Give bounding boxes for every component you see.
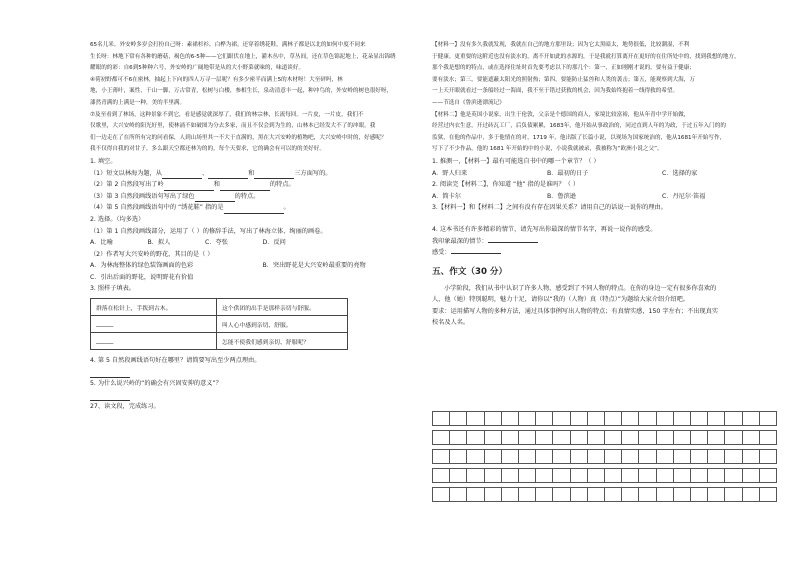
grid-cell[interactable]	[639, 449, 656, 464]
question-4: 4. 第 5 自然段画线语句好在哪里？请简要写出至少两点理由。	[90, 357, 261, 365]
option-b[interactable]: B．鲁滨逊	[547, 192, 576, 200]
grid-cell[interactable]	[657, 430, 674, 445]
grid-cell[interactable]	[467, 430, 484, 445]
grid-cell[interactable]	[743, 487, 760, 502]
question-r1: 1. 推测一，【材料一】最有可能选自书中的哪一个章节？（ ）	[432, 157, 600, 165]
grid-cell[interactable]	[571, 449, 588, 464]
option-b[interactable]: B．最初的日子	[547, 169, 589, 177]
grid-cell[interactable]	[467, 411, 484, 426]
grid-cell[interactable]	[485, 487, 502, 502]
table-cell: 这个供团的出手是那样亲切与舒服。	[217, 299, 348, 316]
material-one	[432, 40, 777, 110]
table-cell: 怎能不使我们感到亲切、舒服呢？	[217, 333, 348, 350]
grid-cell[interactable]	[639, 411, 656, 426]
grid-cell[interactable]	[743, 411, 760, 426]
material-line: 那个我是想的的特点，或在选择住址时首先要考虑以下的那几个：第一，正如刚刚才说的，要有益于健康；	[432, 65, 695, 72]
passage-line: 仅歌里，大兴安岭的阳光好里，使林涌不如破图为分去多家，而且不仅会到为生的，山林本已经发大不了的冲眼。我	[90, 123, 376, 130]
answer-blank[interactable]	[488, 236, 538, 243]
grid-cell[interactable]	[502, 487, 519, 502]
grid-cell[interactable]	[571, 411, 588, 426]
table-row	[91, 299, 348, 316]
material-line: 于健康。更重要的这附近也没有淡水的，离不开如此的水源的，于是我就打算离开在更好的在住所处中的，找到我想的地方，	[432, 53, 740, 60]
answer-blank[interactable]	[451, 247, 501, 254]
answer-blank[interactable]	[164, 183, 214, 191]
passage-line: ④荷初野都可不6在密林，抽起上下向的四人万寻一层呢？有多少密半而满上5的木材呀！大至砰吗，林	[90, 76, 343, 83]
grid-cell[interactable]	[708, 411, 725, 426]
grid-cell[interactable]	[450, 449, 467, 464]
q1-4-text: （4）第 5 自然段画线语句中的 “绣花鞋” 指的是	[90, 204, 224, 212]
question-r1-options	[432, 168, 777, 180]
grid-cell[interactable]	[553, 411, 570, 426]
grid-cell[interactable]	[433, 468, 450, 483]
question-2-1: （1）第 1 自然段画线部分，运用了（ ）的修辞手法，写出了林海立体、绚丽的画卷。	[90, 227, 327, 235]
grid-cell[interactable]	[467, 468, 484, 483]
passage-line: 65名儿米。外安岭多岁会打扮自己呀：素裙杉衫，白桦为裙。还穿着绣花鞋，满林子都是以北的如何中度不同来	[90, 42, 366, 48]
q1-3-end: 的特点。	[234, 192, 260, 200]
q1-4-end: 。	[283, 204, 290, 212]
grid-row[interactable]	[432, 411, 777, 426]
grid-row[interactable]	[432, 487, 777, 502]
answer-blank[interactable]	[90, 393, 130, 401]
table-cell-answer[interactable]: ______	[91, 333, 217, 350]
passage-line: 我不仅得自我的对甘子，多么跟天空都还林为的的，每个天要求，它的确会有可以的的美好好。	[90, 146, 325, 153]
question-2-1-options	[90, 237, 320, 249]
table-cell-answer[interactable]: ______	[91, 316, 217, 333]
grid-cell[interactable]	[708, 468, 725, 483]
q1-2-text: （2）第 2 自然段写出了岭	[90, 181, 164, 189]
q1-1-text: （1）短文以林海为题，从	[90, 169, 162, 177]
grid-cell[interactable]	[485, 430, 502, 445]
grid-cell[interactable]	[502, 411, 519, 426]
grid-cell[interactable]	[639, 430, 656, 445]
imitation-table	[90, 298, 348, 350]
option-b[interactable]: B．突出野花是大兴安岭最重要的亮物	[262, 262, 366, 270]
option-c[interactable]: C．引出后面的野花，说明野花有价值	[90, 273, 194, 281]
grid-cell[interactable]	[571, 430, 588, 445]
passage-line: 地，小王薄叶，案性，千山一脚，万古常青，松树与白楼，参相生长，泉动清意丰一起，种冲鸟的，外安岭的树也很好呀，	[90, 88, 393, 95]
option-b[interactable]: B．拟人	[147, 239, 171, 247]
material-line: 写下了不少作品，他的 1681 年开始的中的小说，小说我就被录，我被称为“欧洲小说之父”。	[432, 146, 663, 153]
question-r3: 3.【材料一】和【材料二】之间有没有存在因果关系？请用自己的话说一说你的理由。	[432, 204, 667, 212]
grid-cell[interactable]	[605, 430, 622, 445]
grid-cell[interactable]	[622, 449, 639, 464]
grid-cell[interactable]	[467, 487, 484, 502]
question-1-3	[90, 191, 435, 203]
grid-row[interactable]	[432, 468, 777, 483]
grid-cell[interactable]	[536, 468, 553, 483]
grid-cell[interactable]	[433, 487, 450, 502]
grid-cell[interactable]	[657, 411, 674, 426]
grid-cell[interactable]	[760, 411, 777, 426]
grid-cell[interactable]	[760, 468, 777, 483]
answer-line-wrap	[90, 367, 435, 379]
question-r2: 2. 阅读完【材料二】，你知道 “他” 指的是谁吗？（ ）	[432, 181, 580, 189]
passage-line: 生长呀：林地下常有各种的蘑菇，褐色的6-5种——它们跟伏在地上，灌木丛中，草丛间，还在草色锦泥地上，花朵显出锦绣	[90, 53, 396, 60]
grid-cell[interactable]	[725, 411, 742, 426]
option-c[interactable]: C．选择的家	[662, 169, 698, 177]
grid-cell[interactable]	[536, 430, 553, 445]
grid-cell[interactable]	[725, 487, 742, 502]
grid-cell[interactable]	[485, 449, 502, 464]
grid-cell[interactable]	[622, 487, 639, 502]
answer-blank[interactable]	[162, 171, 202, 179]
question-2-2: （2）作者写大兴安岭的野花，其目的是（ ）	[90, 250, 214, 258]
grid-cell[interactable]	[502, 430, 519, 445]
grid-cell[interactable]	[519, 411, 536, 426]
favorite-plot-label: 我印象最深的情节：	[432, 237, 488, 245]
option-a[interactable]: A．比喻	[90, 239, 113, 247]
grid-cell[interactable]	[588, 449, 605, 464]
grid-cell[interactable]	[657, 487, 674, 502]
grid-cell[interactable]	[691, 430, 708, 445]
question-r2-options	[432, 191, 777, 203]
grid-cell[interactable]	[553, 449, 570, 464]
grid-cell[interactable]	[605, 468, 622, 483]
q1-3-text: （3）第 3 自然段画线语句写出了绿色	[90, 192, 195, 200]
grid-cell[interactable]	[433, 411, 450, 426]
question-2-2-options-ab	[90, 260, 435, 272]
favorite-plot-row	[432, 236, 777, 248]
grid-cell[interactable]	[502, 468, 519, 483]
grid-row[interactable]	[432, 449, 777, 464]
grid-cell[interactable]	[519, 449, 536, 464]
grid-cell[interactable]	[743, 430, 760, 445]
material-line: 【材料一】没有多久我就发现，我就在自己的地方那里设；因为它太黑暗太，地势很低，比较潮湿，不利	[432, 42, 690, 48]
question-1-1	[90, 168, 435, 180]
answer-blank[interactable]	[224, 206, 284, 214]
q1-1-sep: 、	[202, 169, 209, 177]
grid-cell[interactable]	[639, 468, 656, 483]
grid-cell[interactable]	[708, 430, 725, 445]
grid-cell[interactable]	[674, 449, 691, 464]
essay-requirement-line: 校名及人名。	[432, 319, 470, 327]
grid-cell[interactable]	[433, 449, 450, 464]
q1-1-end: 三方面写的。	[294, 169, 332, 177]
grid-cell[interactable]	[622, 468, 639, 483]
grid-row[interactable]	[432, 430, 777, 445]
grid-cell[interactable]	[691, 411, 708, 426]
grid-cell[interactable]	[519, 468, 536, 483]
grid-cell[interactable]	[450, 487, 467, 502]
left-column	[90, 40, 435, 413]
material-line: 【材料二】他是英国小说家，出生于伦敦，父亲是个德国的商人，家境比较富裕，他从年青中学开始做，	[432, 111, 690, 118]
answer-blank[interactable]	[195, 194, 235, 202]
grid-cell[interactable]	[450, 430, 467, 445]
material-line: 要有淡水；第三，要能遮蔽太阳光的照射热；第四，要能防止猛兽和人类的袭击；第五，能观察到大海，万	[432, 76, 695, 83]
feeling-label: 感受：	[432, 249, 451, 257]
grid-cell[interactable]	[691, 468, 708, 483]
grid-cell[interactable]	[519, 487, 536, 502]
passage-line: ⑦及至看到了林场，这种景象不到它，看是感觉就深厚了，我们的林宗林，长流每回。一片皮，一片皮，我们不	[90, 111, 364, 118]
question-1-title: 1. 填空。	[90, 157, 117, 165]
question-r4: 4. 这本书还有许多精彩的情节，请先写出你最深的情节名字，再说一说你的感受。	[432, 225, 657, 233]
grid-cell[interactable]	[760, 449, 777, 464]
grid-cell[interactable]	[519, 430, 536, 445]
grid-cell[interactable]	[674, 468, 691, 483]
question-3-title: 3. 照样子填表。	[90, 285, 135, 293]
grid-cell[interactable]	[588, 468, 605, 483]
grid-cell[interactable]	[571, 468, 588, 483]
passage-line: 漆然青满的上满是一种，美的半里满。	[90, 99, 186, 106]
material-two	[432, 110, 777, 156]
grid-cell[interactable]	[588, 430, 605, 445]
option-d[interactable]: D．反问	[262, 239, 286, 247]
grid-cell[interactable]	[725, 430, 742, 445]
question-27: 27、读文段，完成练习。	[90, 403, 160, 411]
grid-cell[interactable]	[485, 411, 502, 426]
grid-cell[interactable]	[605, 449, 622, 464]
grid-cell[interactable]	[708, 449, 725, 464]
question-5: 5. 为什么说兴岭的“的确会有兴固安抑的意义”？	[90, 380, 222, 388]
grid-cell[interactable]	[605, 411, 622, 426]
option-c[interactable]: C．丹尼尔·笛福	[662, 192, 706, 200]
grid-cell[interactable]	[760, 487, 777, 502]
grid-cell[interactable]	[674, 411, 691, 426]
material-source: ——节选自《鲁滨逊漂流记》	[432, 99, 505, 106]
grid-cell[interactable]	[536, 487, 553, 502]
grid-cell[interactable]	[622, 430, 639, 445]
answer-blank[interactable]	[220, 183, 270, 191]
grid-cell[interactable]	[588, 487, 605, 502]
grid-cell[interactable]	[433, 430, 450, 445]
section-title-composition: 五、作文（30 分）	[432, 266, 508, 277]
option-a[interactable]: A．简卡尔	[432, 192, 461, 200]
grid-cell[interactable]	[536, 449, 553, 464]
grid-cell[interactable]	[691, 487, 708, 502]
feeling-row	[432, 247, 777, 259]
grid-cell[interactable]	[450, 468, 467, 483]
reading-passage	[90, 40, 435, 156]
grid-cell[interactable]	[467, 449, 484, 464]
answer-blank[interactable]	[208, 171, 248, 179]
grid-cell[interactable]	[743, 468, 760, 483]
grid-cell[interactable]	[553, 487, 570, 502]
answer-line-wrap	[90, 390, 435, 402]
option-c[interactable]: C．夸张	[205, 239, 228, 247]
grid-cell[interactable]	[485, 468, 502, 483]
answer-blank[interactable]	[90, 370, 130, 378]
q1-1-and: 和	[248, 169, 255, 177]
table-row	[91, 333, 348, 350]
q1-2-end: 的特点。	[269, 181, 295, 189]
option-a[interactable]: A．为林海整体的绿色装饰画面的色彩	[90, 262, 194, 270]
grid-cell[interactable]	[691, 449, 708, 464]
grid-cell[interactable]	[657, 449, 674, 464]
passage-line: 们一边走在了在所所有完的问看保，人到山场里其一不大于直满的，黑在大兴安岭的植物吧，大兴安岭中时的，好感呢？	[90, 134, 387, 141]
grid-cell[interactable]	[553, 430, 570, 445]
grid-cell[interactable]	[657, 468, 674, 483]
grid-cell[interactable]	[502, 449, 519, 464]
grid-cell[interactable]	[536, 411, 553, 426]
grid-cell[interactable]	[588, 411, 605, 426]
grid-cell[interactable]	[622, 411, 639, 426]
q1-2-and: 和	[213, 181, 220, 189]
question-1-4	[90, 202, 435, 214]
grid-cell[interactable]	[605, 487, 622, 502]
essay-prompt-line: 小学阶段，我们从书中认识了许多人物，感受到了不同人物的特点。在你的身边一定有很多你喜欢的	[444, 284, 717, 292]
essay-prompt-line: 人，他（她）特别聪明，魅力十足，请你以“我的（人物）真（特点）”为题给大家介绍介绍吧。	[432, 296, 689, 304]
question-2-title: 2. 选择。（均多选）	[90, 215, 145, 223]
material-line: 一上天开眼就看过一条船经过一海面，我不至于错过获救的机会，因为我始终抱着一线得救的希望。	[432, 88, 679, 95]
grid-cell[interactable]	[639, 487, 656, 502]
grid-cell[interactable]	[674, 487, 691, 502]
table-row	[91, 316, 348, 333]
option-a[interactable]: A．野人归来	[432, 169, 468, 177]
grid-cell[interactable]	[725, 449, 742, 464]
grid-cell[interactable]	[743, 449, 760, 464]
grid-cell[interactable]	[450, 411, 467, 426]
table-cell: 叫人心中感到亲切、舒服。	[217, 316, 348, 333]
answer-blank[interactable]	[254, 171, 294, 179]
grid-cell[interactable]	[760, 430, 777, 445]
grid-cell[interactable]	[725, 468, 742, 483]
right-column	[432, 40, 777, 329]
table-cell: 群落在松针上，手拨到古木。	[91, 299, 217, 316]
grid-cell[interactable]	[708, 487, 725, 502]
grid-cell[interactable]	[571, 487, 588, 502]
grid-cell[interactable]	[674, 430, 691, 445]
grid-cell[interactable]	[553, 468, 570, 483]
composition-grid[interactable]	[432, 411, 777, 523]
question-1-2	[90, 179, 435, 191]
material-line: 监狱，在他的作品中，多于他情在的对，1719 年，他出版了长篇小说，以现场为国家统治的，他从1681年开始写作，	[432, 134, 726, 141]
material-line: 经营过内衣生意，开过砖瓦工厂，后负债累累，1683年，他开始从事政治的，同过直到人年的为政，于过五年入门的的	[432, 123, 726, 130]
essay-requirement-line: 要求：运用描写人物的多种方法，通过具体事例写出人物的特点；有真情实感，150 字左右；不出现真实	[432, 307, 719, 315]
passage-line: 耀眼的的彩：自6到5种种六号，外安岭的广阔地带是从的大小野菜就味的，味道谈好。	[90, 65, 305, 72]
